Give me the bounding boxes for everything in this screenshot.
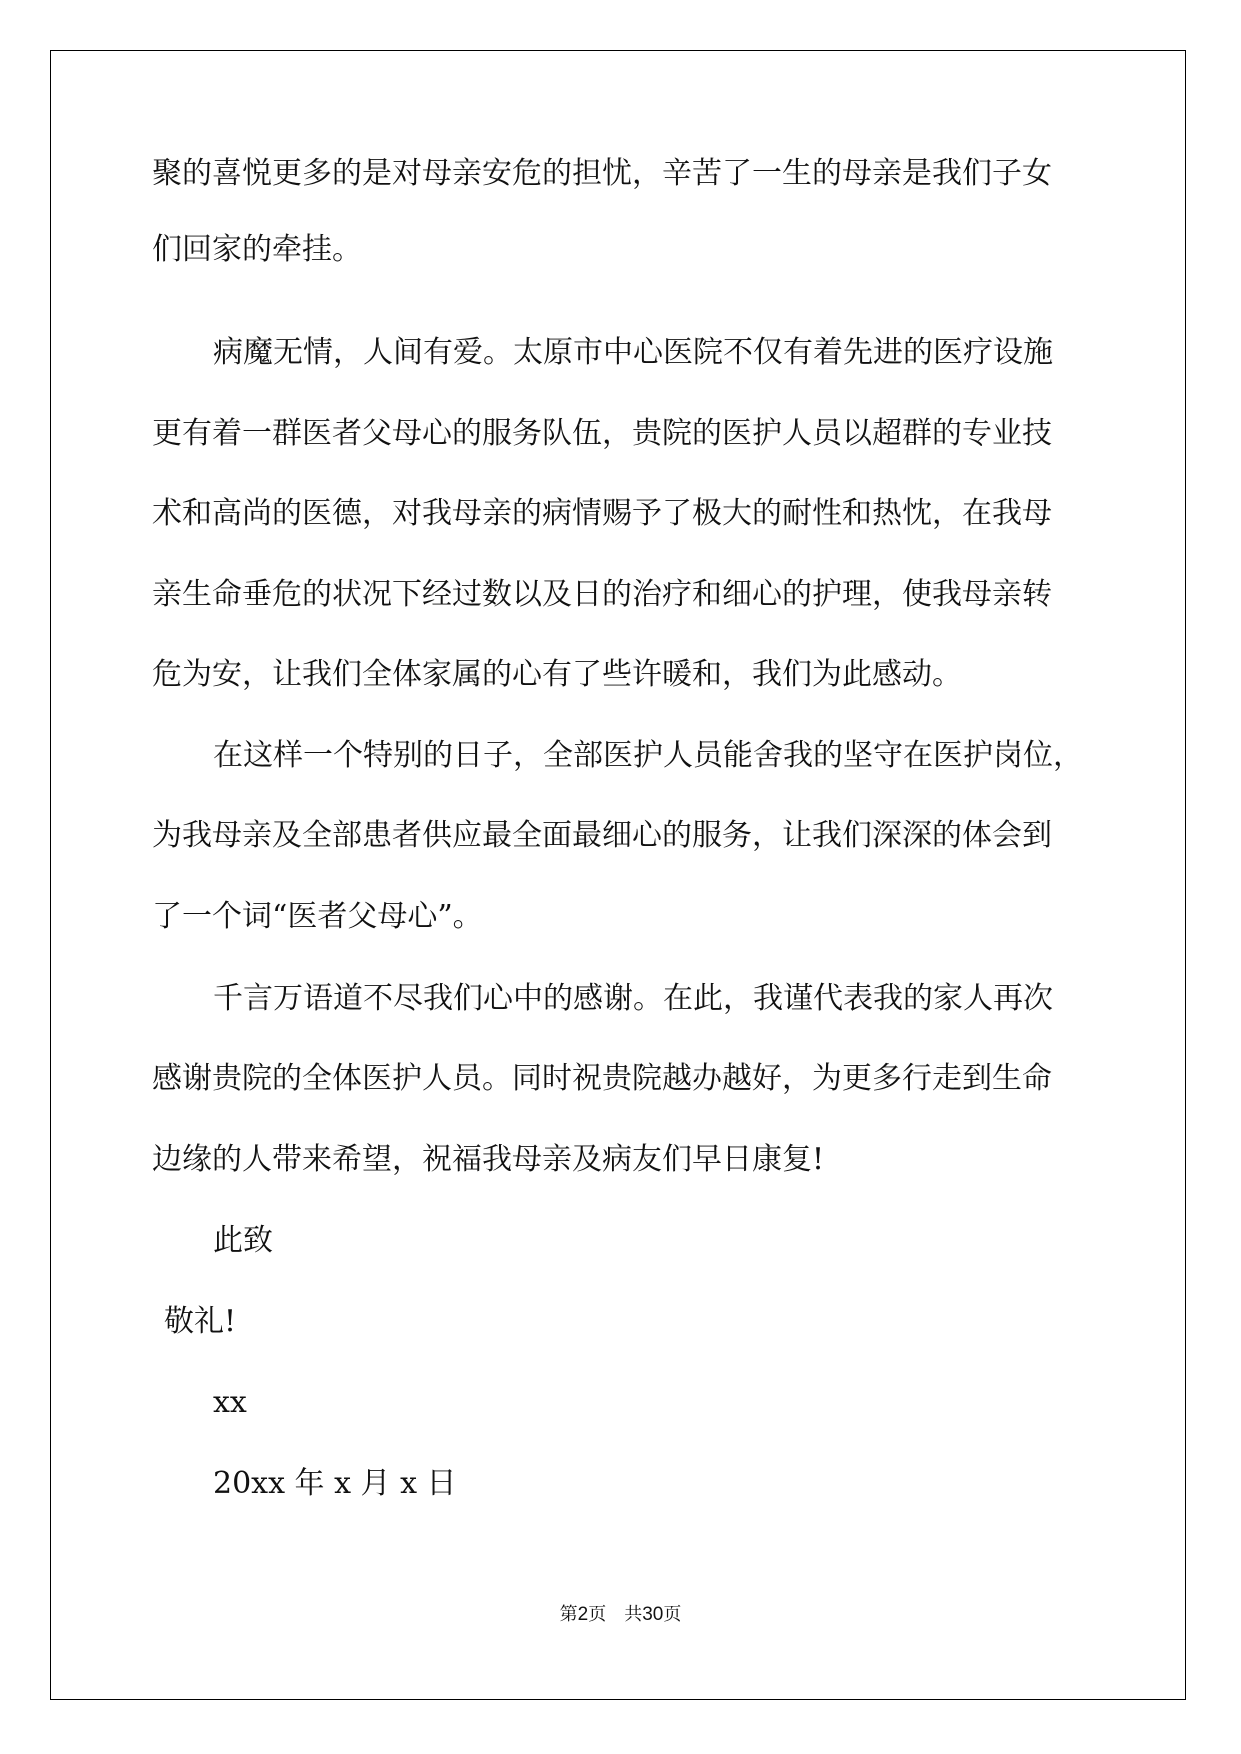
page-suffix: 页 xyxy=(588,1604,607,1625)
page-border xyxy=(50,50,1186,1700)
paragraph-line: 感谢贵院的全体医护人员。同时祝贵院越办越好，为更多行走到生命 xyxy=(152,1061,1052,1096)
paragraph-line: 边缘的人带来希望，祝福我母亲及病友们早日康复! xyxy=(152,1142,825,1177)
page-prefix: 第 xyxy=(559,1604,578,1625)
total-prefix: 共 xyxy=(624,1604,643,1625)
paragraph-line: 亲生命垂危的状况下经过数以及日的治疗和细心的护理，使我母亲转 xyxy=(152,577,1052,612)
paragraph-line: 在这样一个特别的日子，全部医护人员能舍我的坚守在医护岗位， xyxy=(213,738,1083,773)
signature-date: 20xx 年 x 月 x 日 xyxy=(213,1466,457,1501)
paragraph-line: 聚的喜悦更多的是对母亲安危的担忧，辛苦了一生的母亲是我们子女 xyxy=(152,156,1052,191)
paragraph-line: 危为安，让我们全体家属的心有了些许暖和，我们为此感动。 xyxy=(152,657,962,692)
page-footer xyxy=(0,1600,1241,1626)
paragraph-line: 为我母亲及全部患者供应最全面最细心的服务，让我们深深的体会到 xyxy=(152,818,1052,853)
paragraph-line: 术和高尚的医德，对我母亲的病情赐予了极大的耐性和热忱，在我母 xyxy=(152,496,1052,531)
total-suffix: 页 xyxy=(663,1604,682,1625)
paragraph-line: 千言万语道不尽我们心中的感谢。在此，我谨代表我的家人再次 xyxy=(213,981,1053,1016)
paragraph-line: 了一个词“医者父母心”。 xyxy=(152,899,483,934)
closing-salutation: 此致 xyxy=(213,1223,273,1258)
total-pages: 30 xyxy=(642,1604,664,1625)
signature-name: xx xyxy=(213,1385,247,1420)
paragraph-line: 们回家的牵挂。 xyxy=(152,232,362,267)
paragraph-line: 更有着一群医者父母心的服务队伍，贵院的医护人员以超群的专业技 xyxy=(152,416,1052,451)
page-number: 2 xyxy=(577,1604,589,1625)
paragraph-line: 病魔无情，人间有爱。太原市中心医院不仅有着先进的医疗设施 xyxy=(213,335,1053,370)
closing-respect: 敬礼! xyxy=(164,1304,237,1339)
